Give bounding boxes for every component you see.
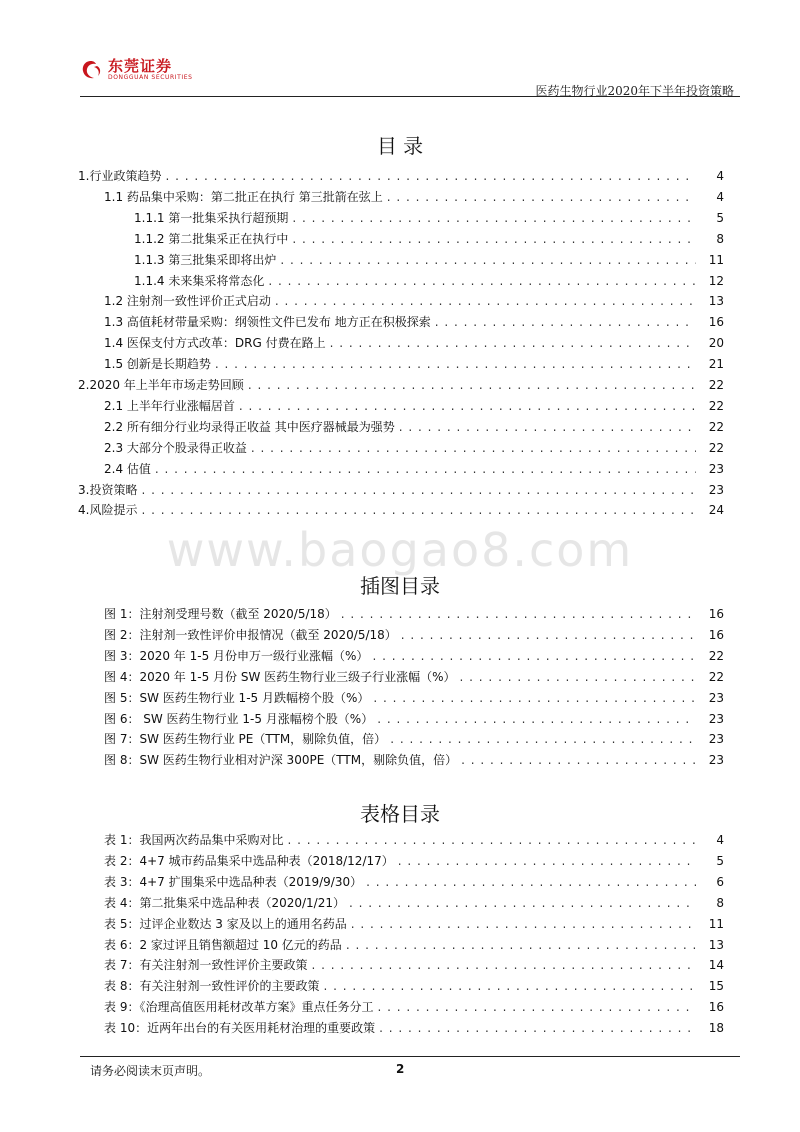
- toc-entry-label: 1.1 药品集中采购：第二批正在执行 第三批箭在弦上: [104, 189, 383, 204]
- toc-entry[interactable]: [104, 417, 724, 437]
- toc-entry-page: 12: [708, 273, 724, 288]
- tables-entry-leader: [379, 1018, 696, 1038]
- toc-entry[interactable]: [78, 166, 724, 186]
- figures-entry-label: 图 5：SW 医药生物行业 1-5 月跌幅榜个股（%）: [104, 690, 370, 705]
- tables-entry[interactable]: [104, 935, 724, 955]
- toc-entry-leader: [280, 250, 696, 270]
- toc-entry-page: 22: [708, 419, 724, 434]
- toc-entry-leader: [435, 312, 696, 332]
- toc-entry-leader: [387, 187, 696, 207]
- tables-entry-label: 表 8：有关注射剂一致性评价的主要政策: [104, 979, 320, 994]
- toc-entry-page: 22: [708, 378, 724, 392]
- toc-entry-label: 2.2020 年上半年市场走势回顾: [78, 378, 244, 392]
- toc-entry-label: 1.1.1 第一批集采执行超预期: [134, 210, 289, 225]
- toc-entry-leader: [292, 208, 696, 228]
- figures-entry-label: 图 1：注射剂受理号数（截至 2020/5/18）: [104, 607, 337, 621]
- toc-entry-label: 1.1.2 第二批集采正在执行中: [134, 231, 289, 246]
- figures-entry[interactable]: [104, 750, 724, 770]
- figures-entry[interactable]: [104, 625, 724, 645]
- tables-entry-label: 表 5：过评企业数达 3 家及以上的通用名药品: [104, 916, 347, 931]
- tables-entry-leader: [323, 976, 696, 996]
- toc-title: 目 录: [376, 134, 424, 158]
- toc-entry-label: 2.2 所有细分行业均录得正收益 其中医疗器械最为强势: [104, 419, 395, 434]
- toc-entry-page: 23: [708, 482, 724, 497]
- watermark: www.baogao8.com: [166, 523, 634, 577]
- logo-english-name: DONGGUAN SECURITIES: [108, 74, 193, 81]
- tables-entry-leader: [349, 893, 696, 913]
- page-number: 2: [396, 1062, 405, 1076]
- figures-entry-label: 图 7：SW 医药生物行业 PE（TTM，剔除负值，倍）: [104, 732, 387, 747]
- figures-entry-leader: [377, 709, 696, 729]
- figures-entry-label: 图 3：2020 年 1-5 月份申万一级行业涨幅（%）: [104, 648, 369, 663]
- tables-entry-page: 4: [716, 833, 724, 847]
- figures-entry-leader: [390, 729, 696, 749]
- toc-entry[interactable]: [104, 354, 724, 374]
- tables-entry[interactable]: [104, 1018, 724, 1038]
- tables-entry-page: 16: [708, 1000, 724, 1015]
- figures-entry[interactable]: [104, 709, 724, 729]
- tables-entry-page: 5: [716, 853, 724, 868]
- toc-entry-page: 8: [716, 231, 724, 246]
- toc-entry-label: 3.投资策略: [78, 482, 138, 497]
- tables-entry[interactable]: [104, 914, 724, 934]
- figures-entry-leader: [401, 625, 696, 645]
- tables-entry-label: 表 4：第二批集采中选品种表（2020/1/21）: [104, 895, 345, 910]
- toc-entry-leader: [268, 271, 696, 291]
- tables-entry-label: 表 6：2 家过评且销售额超过 10 亿元的药品: [104, 937, 342, 952]
- toc-entry-label: 2.1 上半年行业涨幅居首: [104, 398, 235, 413]
- header-divider: [80, 96, 740, 97]
- toc-entry[interactable]: [78, 375, 724, 395]
- toc-entry-leader: [141, 500, 696, 520]
- tables-entry[interactable]: [104, 830, 724, 850]
- toc-entry-page: 16: [708, 315, 724, 330]
- toc-entry-page: 11: [708, 252, 724, 267]
- toc-entry-label: 1.2 注射剂一致性评价正式启动: [104, 294, 271, 309]
- tables-entry[interactable]: [104, 976, 724, 996]
- toc-entry-page: 13: [708, 294, 724, 309]
- tables-entry-label: 表 10：近两年出台的有关医用耗材治理的重要政策: [104, 1021, 376, 1036]
- toc-entry-leader: [165, 166, 696, 186]
- figures-entry-label: 图 6： SW 医药生物行业 1-5 月涨幅榜个股（%）: [104, 711, 374, 726]
- toc-entry-label: 1.1.3 第三批集采即将出炉: [134, 252, 277, 267]
- disclaimer-note: 请务必阅读末页声明。: [90, 1064, 211, 1078]
- toc-entry[interactable]: [134, 208, 724, 228]
- toc-entry-leader: [248, 375, 696, 395]
- toc-entry-page: 5: [716, 210, 724, 225]
- toc-entry[interactable]: [104, 312, 724, 332]
- footer-divider: [80, 1056, 740, 1057]
- toc-entry-leader: [141, 480, 696, 500]
- figures-entry-label: 图 8：SW 医药生物行业相对沪深 300PE（TTM，剔除负值，倍）: [104, 753, 458, 768]
- tables-entry-leader: [366, 872, 696, 892]
- tables-entry-page: 18: [708, 1021, 724, 1036]
- figures-entry-leader: [341, 604, 696, 624]
- toc-entry-page: 21: [708, 357, 724, 372]
- toc-entry-label: 1.3 高值耗材带量采购：纲领性文件已发布 地方正在积极探索: [104, 315, 431, 330]
- logo-mark-icon: [80, 59, 102, 81]
- figures-entry-page: 23: [708, 732, 724, 747]
- logo-chinese-name: 东莞证券: [108, 57, 173, 75]
- toc-entry-leader: [155, 459, 696, 479]
- tables-entry-leader: [377, 997, 696, 1017]
- toc-entry-leader: [251, 438, 696, 458]
- tables-entry-label: 表 2：4+7 城市药品集采中选品种表（2018/12/17）: [104, 853, 394, 868]
- toc-entry[interactable]: [104, 396, 724, 416]
- tables-entry-leader: [346, 935, 696, 955]
- toc-entry-leader: [330, 333, 696, 353]
- toc-entry-label: 1.5 创新是长期趋势: [104, 357, 211, 372]
- company-logo: [80, 58, 193, 82]
- tables-entry[interactable]: [104, 997, 724, 1017]
- toc-entry-label: 2.4 估值: [104, 461, 151, 476]
- tables-entry[interactable]: [104, 893, 724, 913]
- tables-entry-page: 15: [708, 979, 724, 994]
- tables-entry-label: 表 9：《治理高值医用耗材改革方案》重点任务分工: [104, 1000, 374, 1015]
- figures-entry[interactable]: [104, 646, 724, 666]
- tables-entry-page: 14: [708, 958, 724, 973]
- toc-entry-label: 1.1.4 未来集采将常态化: [134, 273, 265, 288]
- tables-entry-page: 6: [716, 874, 724, 889]
- tables-entry-leader: [311, 955, 696, 975]
- toc-entry[interactable]: [104, 187, 724, 207]
- toc-entry-label: 2.3 大部分个股录得正收益: [104, 440, 247, 455]
- toc-entry-leader: [292, 229, 696, 249]
- tables-entry[interactable]: [104, 955, 724, 975]
- figures-title: 插图目录: [360, 574, 440, 598]
- figures-entry-label: 图 4：2020 年 1-5 月份 SW 医药生物行业三级子行业涨幅（%）: [104, 669, 456, 684]
- tables-title: 表格目录: [360, 802, 440, 826]
- tables-entry-leader: [287, 830, 696, 850]
- report-title: 医药生物行业2020年下半年投资策略: [535, 84, 734, 98]
- figures-entry[interactable]: [104, 688, 724, 708]
- toc-entry[interactable]: [104, 333, 724, 353]
- tables-entry-leader: [398, 851, 696, 871]
- figures-entry-label: 图 2：注射剂一致性评价申报情况（截至 2020/5/18）: [104, 627, 397, 642]
- page-header: [80, 58, 740, 98]
- figures-entry-page: 16: [708, 627, 724, 642]
- toc-entry[interactable]: [104, 459, 724, 479]
- toc-entry-page: 24: [708, 503, 724, 518]
- toc-entry-page: 22: [708, 440, 724, 455]
- tables-entry-label: 表 3：4+7 扩围集采中选品种表（2019/9/30）: [104, 874, 363, 889]
- figures-entry[interactable]: [104, 729, 724, 749]
- toc-entry-leader: [215, 354, 696, 374]
- figures-entry-page: 22: [708, 648, 724, 663]
- figures-entry-page: 23: [708, 711, 724, 726]
- figures-entry-page: 23: [708, 690, 724, 705]
- toc-entry-leader: [399, 417, 696, 437]
- figures-entry[interactable]: [104, 667, 724, 687]
- toc-entry-page: 23: [708, 461, 724, 476]
- tables-entry-leader: [351, 914, 696, 934]
- toc-entry[interactable]: [104, 438, 724, 458]
- figures-entry-leader: [461, 750, 696, 770]
- toc-entry-page: 4: [716, 169, 724, 183]
- figures-entry-page: 22: [708, 669, 724, 684]
- toc-entry-page: 22: [708, 398, 724, 413]
- tables-entry-page: 13: [708, 937, 724, 952]
- toc-entry-label: 1.行业政策趋势: [78, 169, 162, 183]
- tables-entry-page: 8: [716, 895, 724, 910]
- figures-entry-leader: [373, 688, 696, 708]
- figures-entry[interactable]: [104, 604, 724, 624]
- figures-entry-page: 16: [708, 607, 724, 621]
- toc-entry[interactable]: [134, 250, 724, 270]
- toc-entry[interactable]: [134, 229, 724, 249]
- tables-entry[interactable]: [104, 851, 724, 871]
- toc-entry-leader: [239, 396, 696, 416]
- toc-entry[interactable]: [104, 291, 724, 311]
- toc-entry[interactable]: [78, 500, 724, 520]
- toc-entry-page: 4: [716, 189, 724, 204]
- toc-entry-label: 1.4 医保支付方式改革：DRG 付费在路上: [104, 336, 326, 351]
- figures-entry-leader: [460, 667, 696, 687]
- toc-entry-leader: [275, 291, 696, 311]
- toc-entry-page: 20: [708, 336, 724, 351]
- tables-entry[interactable]: [104, 872, 724, 892]
- toc-entry[interactable]: [134, 271, 724, 291]
- tables-entry-label: 表 7：有关注射剂一致性评价主要政策: [104, 958, 308, 973]
- toc-entry[interactable]: [78, 480, 724, 500]
- figures-entry-leader: [372, 646, 696, 666]
- toc-entry-label: 4.风险提示: [78, 503, 138, 518]
- tables-entry-page: 11: [708, 916, 724, 931]
- figures-entry-page: 23: [708, 753, 724, 768]
- tables-entry-label: 表 1：我国两次药品集中采购对比: [104, 833, 284, 847]
